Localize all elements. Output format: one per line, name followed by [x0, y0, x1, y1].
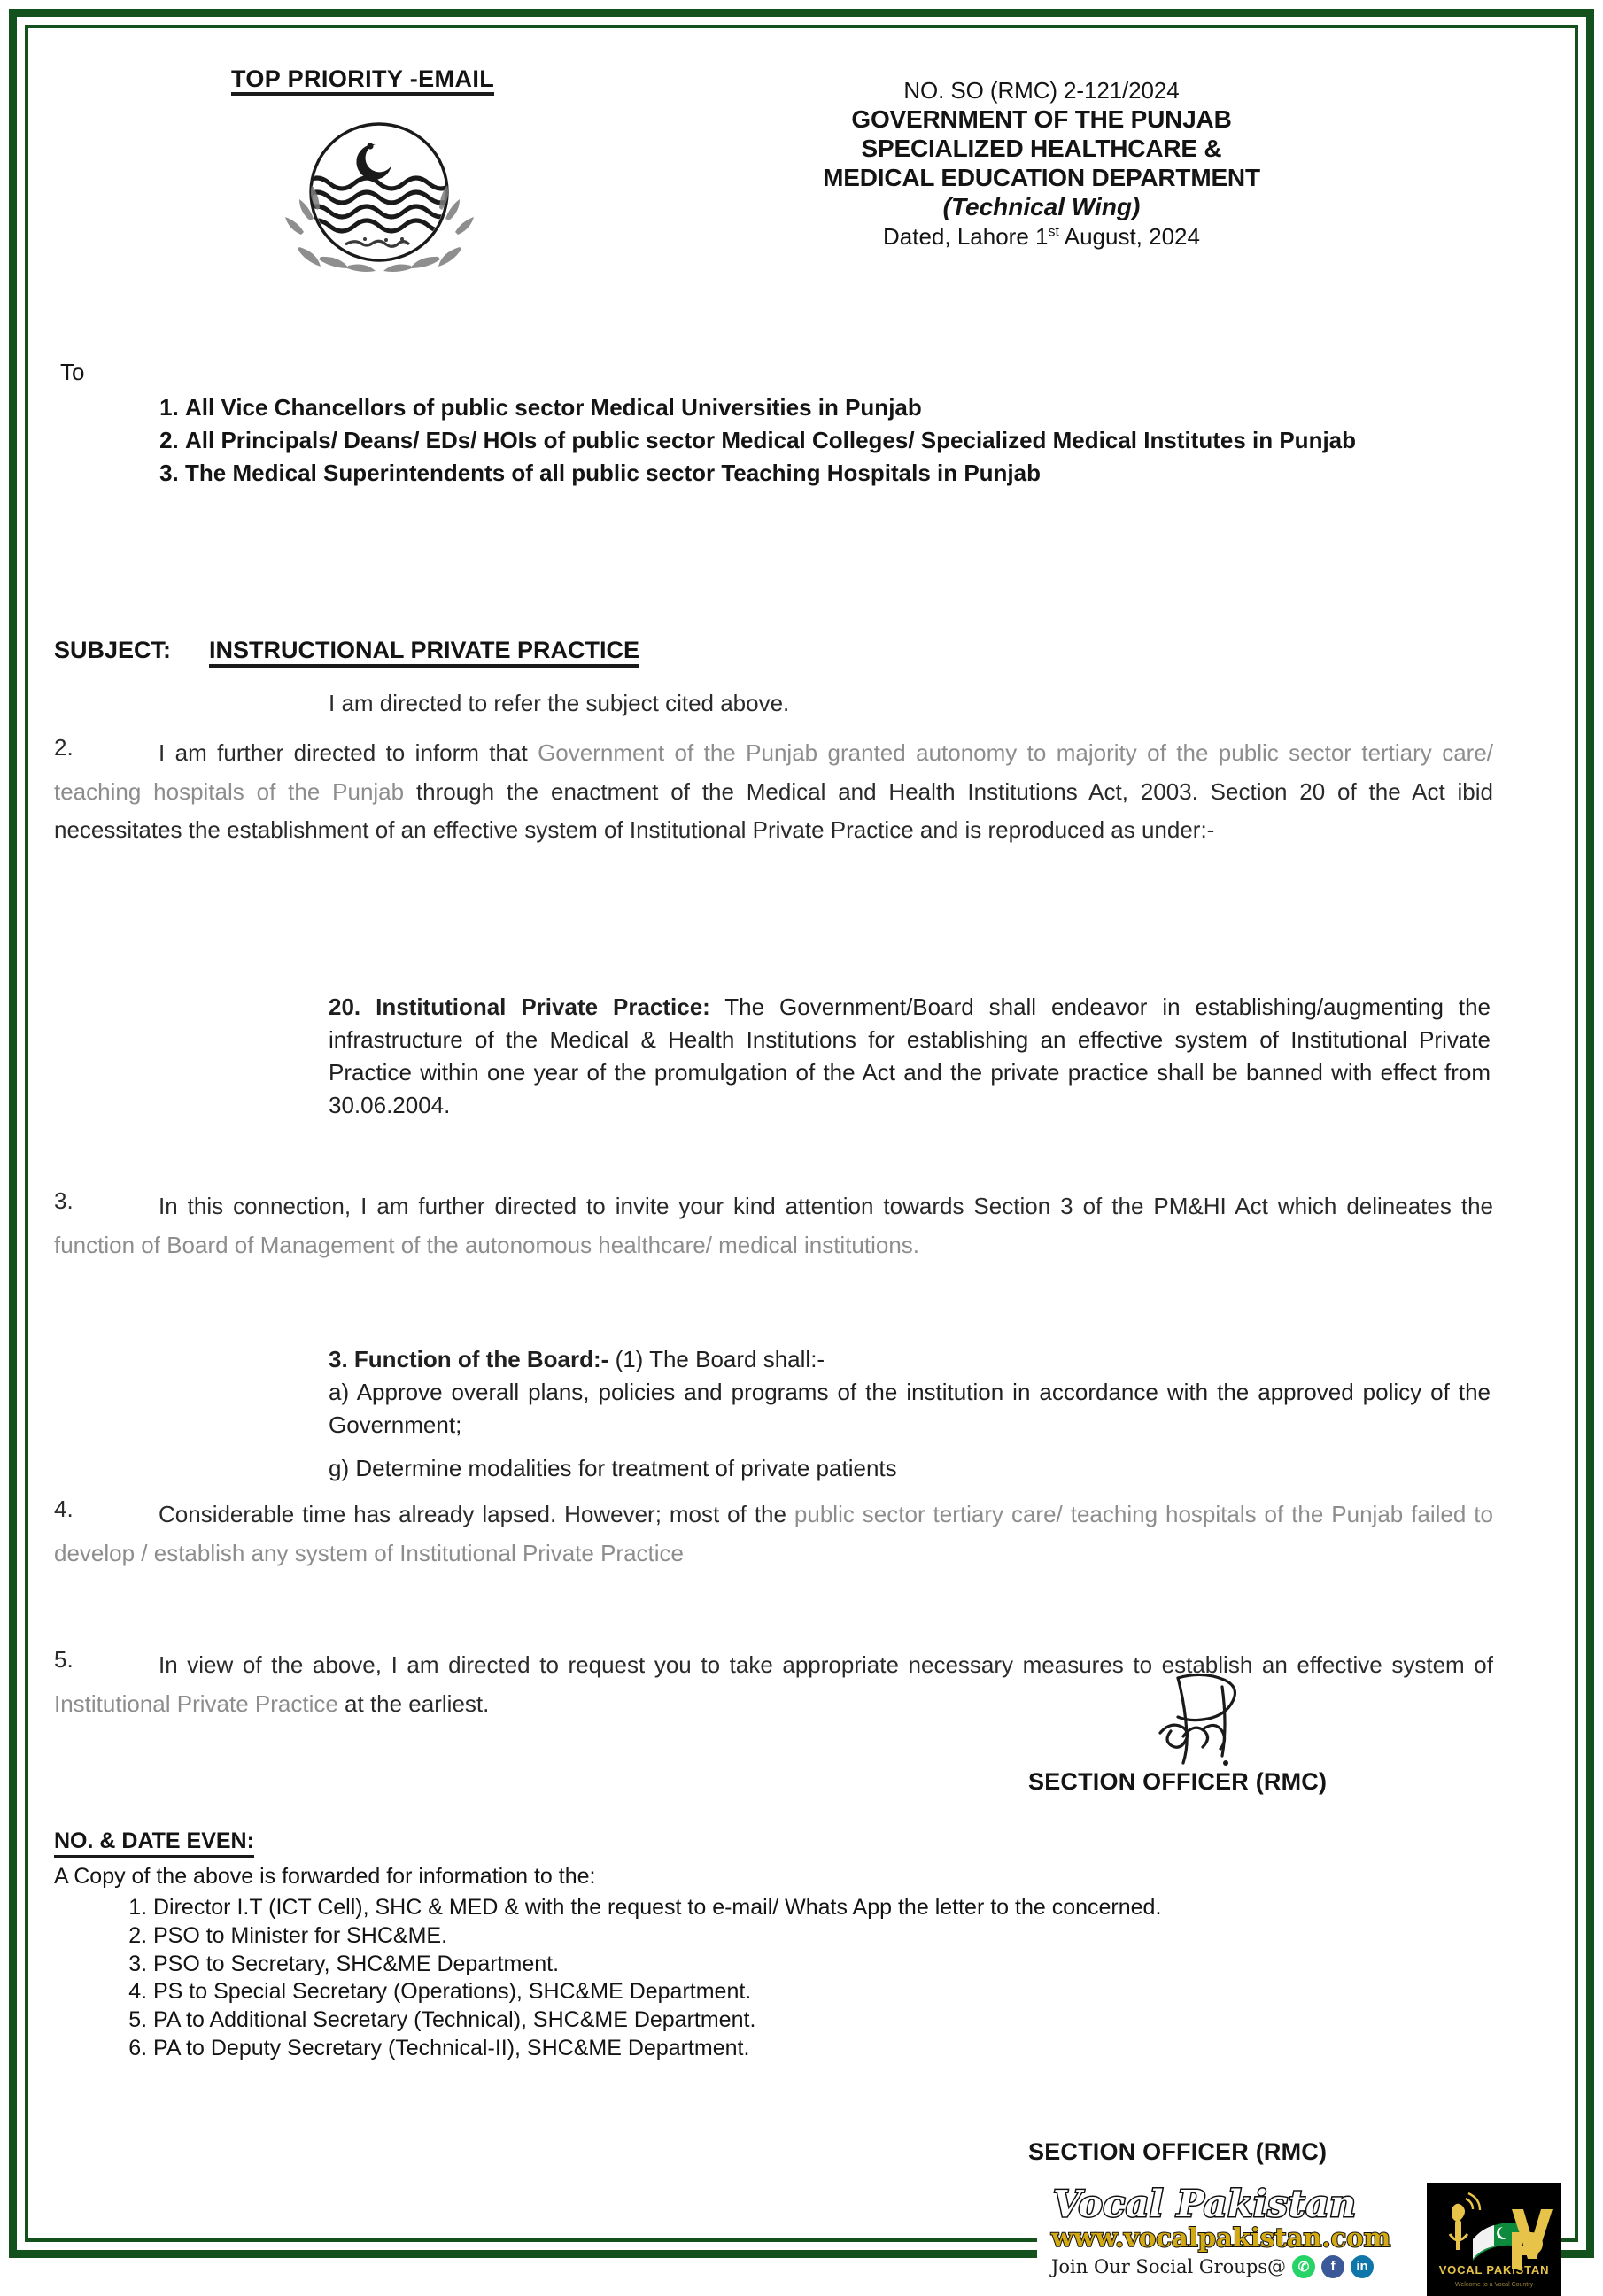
- opening-line: I am directed to refer the subject cited above.: [329, 690, 790, 716]
- government-line: GOVERNMENT OF THE PUNJAB: [851, 104, 1232, 133]
- date-prefix: Dated, Lahore 1: [883, 222, 1049, 250]
- facebook-icon[interactable]: f: [1321, 2255, 1344, 2278]
- paragraph-4-text: Considerable time has already lapsed. However; most of the public sector tertiary care/ teaching hospitals of the Punjab failed to develop / establish any system of Institutional Private Practice: [54, 1501, 1493, 1566]
- addressee-item: 1. All Vice Chancellors of public sector Medical Universities in Punjab: [185, 391, 1498, 424]
- copy-distribution-list: [98, 1894, 1400, 2063]
- paragraph-number-4: 4.: [54, 1496, 74, 1522]
- addressee-item: 2. All Principals/ Deans/ EDs/ HOIs of public sector Medical Colleges/ Specialized Medical Institutes in Punjab: [185, 424, 1498, 457]
- watermark-social-row: [1037, 2255, 1427, 2278]
- wing-line: (Technical Wing): [942, 192, 1141, 220]
- paragraph-number-5: 5.: [54, 1646, 74, 1673]
- paragraph-2-text: I am further directed to inform that Government of the Punjab granted autonomy to majority of the public sector tertiary care/ teaching hospitals of the Punjab through the enactment of the Medical and Health Institutions Act, 2003. Section 20 of the Act ibid necessitates the establishment of an effective system of Institutional Private Practice and is reproduced as under:-: [54, 739, 1494, 844]
- addressee-item: 3. The Medical Superintendents of all public sector Teaching Hospitals in Punjab: [185, 457, 1498, 490]
- paragraph-number-3: 3.: [54, 1187, 74, 1214]
- watermark-logo-tagline: Welcome to a Vocal Country: [1454, 2282, 1534, 2288]
- punjab-government-emblem-icon: [271, 111, 488, 292]
- copy-list-item: 5. PA to Additional Secretary (Technical), SHC&ME Department.: [153, 2006, 1400, 2035]
- document-sheet: [45, 42, 1570, 2288]
- watermark-logo: [1427, 2183, 1561, 2296]
- quote-20-number: 20.: [329, 993, 361, 1020]
- watermark-logo-name: VOCAL PAKISTAN: [1438, 2263, 1550, 2277]
- copy-list-item: 2. PSO to Minister for SHC&ME.: [153, 1922, 1400, 1951]
- reference-number: NO. SO (RMC) 2-121/2024: [903, 77, 1180, 104]
- quote-20-body: The Government/Board shall endeavor in establishing/augmenting the infrastructure of the Medical & Health Institutions for establishing an effective system of Institutional Private Practice within one year of the promulgation of the Act and the private practice shall be banned with effect from 30.06.2004.: [329, 993, 1491, 1118]
- subject-label: SUBJECT:: [54, 637, 172, 663]
- quote-3-heading: Function of the Board:-: [353, 1346, 609, 1372]
- subject-row: [54, 637, 639, 664]
- to-label: To: [60, 359, 85, 385]
- date-suffix: August, 2024: [1058, 222, 1200, 250]
- whatsapp-icon[interactable]: ✆: [1292, 2255, 1315, 2278]
- quote-3-clause-a: a) Approve overall plans, policies and programs of the institution in accordance with the approved policy of the Government;: [329, 1378, 1491, 1438]
- page-border-outer: [9, 9, 1594, 2288]
- quote-section-20: [329, 991, 1491, 1122]
- endorsement-subheading: A Copy of the above is forwarded for information to the:: [54, 1864, 596, 1889]
- endorsement-signature-title: SECTION OFFICER (RMC): [1028, 2138, 1328, 2165]
- document-page: [45, 42, 1570, 2288]
- priority-stamp: TOP PRIORITY -EMAIL: [231, 66, 494, 96]
- paragraph-3-text: In this connection, I am further directed to invite your kind attention towards Section 3 of the PM&HI Act which delineates the function of Board of Management of the autonomous healthcare/ medical institutions.: [54, 1193, 1493, 1258]
- addressee-list: [134, 391, 1498, 490]
- quote-3-title-line: [329, 1343, 1491, 1376]
- quote-20-heading: Institutional Private Practice:: [376, 993, 710, 1020]
- linkedin-icon[interactable]: in: [1351, 2255, 1374, 2278]
- letterhead: [594, 77, 1489, 250]
- paragraph-3: [54, 1187, 1493, 1264]
- watermark-join-text: Join Our Social Groups@: [1051, 2255, 1287, 2277]
- signature-title: SECTION OFFICER (RMC): [1028, 1768, 1328, 1795]
- copy-list-item: 3. PSO to Secretary, SHC&ME Department.: [153, 1951, 1400, 1979]
- letter-date: [594, 223, 1489, 251]
- quote-3-intro: (1) The Board shall:-: [615, 1346, 825, 1372]
- date-ordinal: st: [1048, 224, 1059, 240]
- paragraph-5-text: In view of the above, I am directed to request you to take appropriate necessary measures to establish an effective system of Institutional Private Practice at the earliest.: [54, 1651, 1493, 1717]
- handwritten-signature-icon: [1148, 1671, 1289, 1773]
- paragraph-number-2: 2.: [54, 734, 74, 761]
- endorsement-heading: NO. & DATE EVEN:: [54, 1828, 254, 1858]
- watermark-brand: Vocal Pakistan: [1053, 2183, 1357, 2225]
- copy-list-item: 4. PS to Special Secretary (Operations), SHC&ME Department.: [153, 1978, 1400, 2006]
- watermark-url[interactable]: www.vocalpakistan.com: [1051, 2223, 1391, 2253]
- quote-3-clause-g: g) Determine modalities for treatment of private patients: [329, 1454, 897, 1481]
- paragraph-4: [54, 1496, 1493, 1573]
- quote-section-3: [329, 1343, 1491, 1485]
- copy-list-item: 6. PA to Deputy Secretary (Technical-II), SHC&ME Department.: [153, 2035, 1400, 2063]
- paragraph-2: [54, 734, 1493, 850]
- subject-text: INSTRUCTIONAL PRIVATE PRACTICE: [209, 637, 639, 668]
- watermark-text-block: [1037, 2183, 1427, 2296]
- department-line-2: MEDICAL EDUCATION DEPARTMENT: [823, 163, 1260, 191]
- department-line-1: SPECIALIZED HEALTHCARE &: [861, 134, 1222, 162]
- quote-3-number: 3.: [329, 1346, 348, 1372]
- watermark-banner: [1037, 2183, 1568, 2296]
- copy-list-item: 1. Director I.T (ICT Cell), SHC & MED & with the request to e-mail/ Whats App the letter to the concerned.: [153, 1894, 1400, 1922]
